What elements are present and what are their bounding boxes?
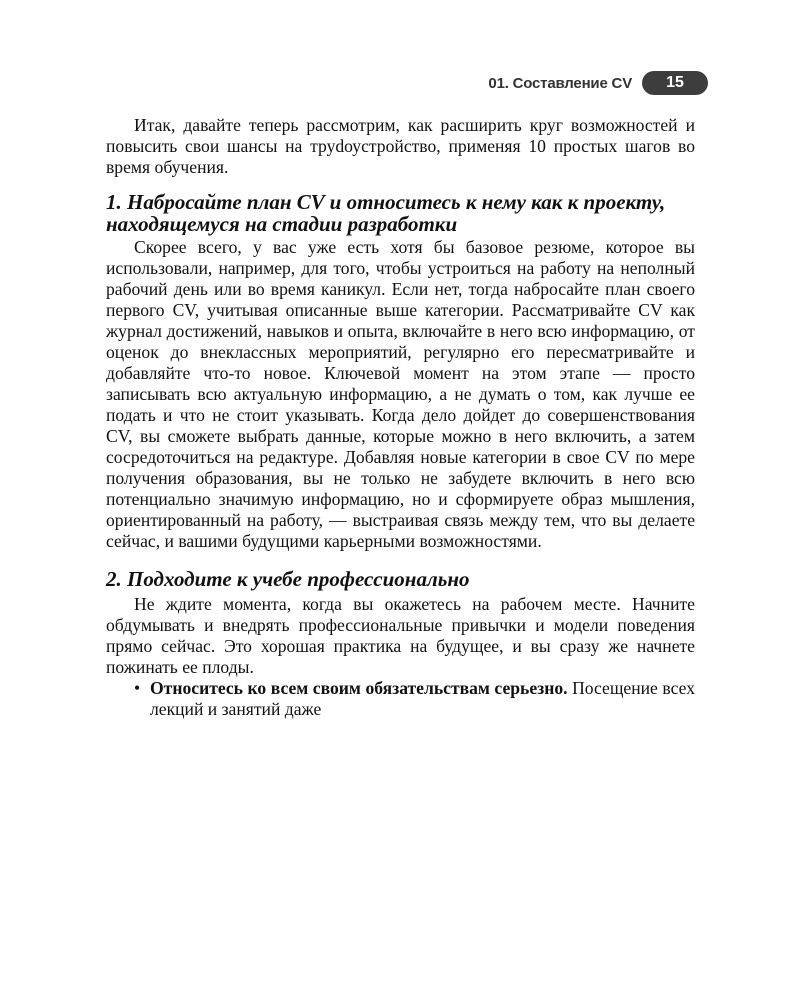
chapter-title: 01. Составление CV <box>488 74 632 92</box>
bullet-lead-text: Относитесь ко всем своим обязательствам серьезно. <box>150 678 568 698</box>
page-body <box>106 115 695 720</box>
bullet-body-text: Посещение всех лекций и занятий даже <box>150 678 695 719</box>
section-1-paragraph: Скорее всего, у вас уже есть хотя бы базовое резюме, которое вы использовали, например, для того, чтобы устроиться на работу на неполный рабочий день или во время каникул. Если нет, тогда набросайте план своего первого CV, учитывая описанные выше категории. Рассматривайте CV как журнал достижений, навыков и опыта, включайте в него всю информацию, от оценок до внеклассных мероприятий, регулярно его пересматривайте и добавляйте что-то новое. Ключевой момент на этом этапе — просто записывать всю актуальную информацию, а не думать о том, как лучше ее подать и что не стоит указывать. Когда дело дойдет до совершенствования CV, вы сможете выбрать данные, которые можно в него включить, а затем сосредоточиться на редактуре. Добавляя новые категории в свое CV по мере получения образования, вы не только не забудете включить в него всю потенциально значимую информацию, но и сформируете образ мышления, ориентированный на работу, — выстраивая связь между тем, что вы делаете сейчас, и вашими будущими карьерными возможностями. <box>106 237 695 551</box>
bullet-item <box>134 678 695 720</box>
intro-paragraph: Итак, давайте теперь рассмотрим, как расширить круг возможностей и повысить свои шансы на труdоустройство, применяя 10 простых шагов во время обучения. <box>106 115 695 177</box>
section-2-paragraph: Не ждите момента, когда вы окажетесь на рабочем месте. Начните обдумывать и внедрять профессиональные привычки и модели поведения прямо сейчас. Это хорошая практика на будущее, и вы сразу же начнете пожинать ее плоды. <box>106 594 695 677</box>
running-header <box>488 70 708 96</box>
bullet-list <box>106 678 695 720</box>
bullet-marker: • <box>134 678 141 698</box>
section-heading-2: 2. Подходите к учебе профессионально <box>106 567 470 591</box>
page-number-badge: 15 <box>642 71 708 95</box>
section-heading-1: 1. Набросайте план CV и относитесь к нему как к проекту, находящемуся на стадии разработки <box>106 190 666 236</box>
